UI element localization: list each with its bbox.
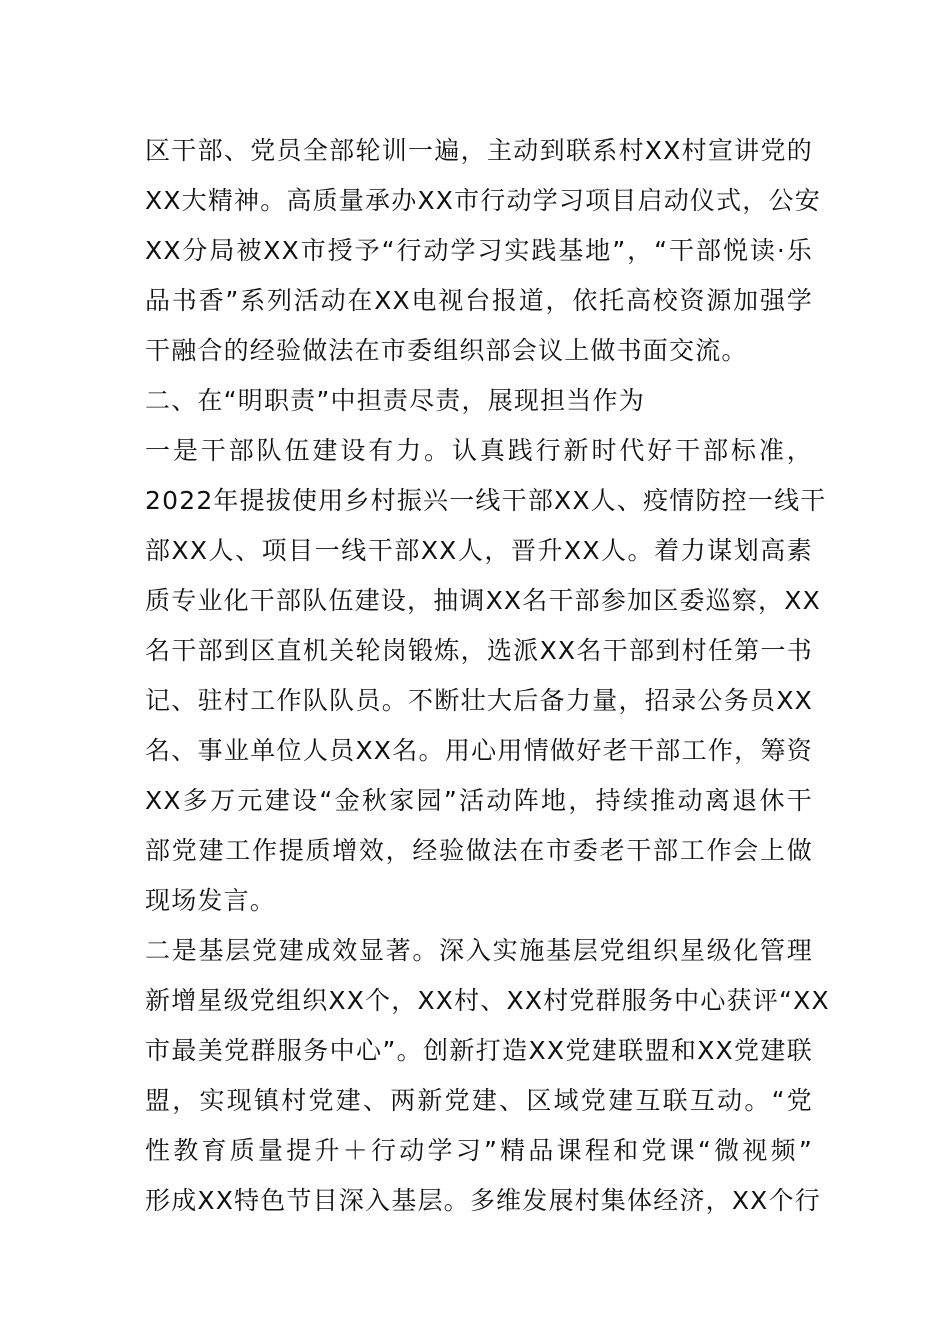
text-line: 性教育质量提升＋行动学习”精品课程和党课“微视频” (145, 1136, 813, 1165)
text-line: XX分局被XX市授予“行动学习实践基地”，“干部悦读·乐 (145, 236, 813, 265)
text-line: 部党建工作提质增效，经验做法在市委老干部工作会上做 (145, 836, 813, 865)
body-text (145, 126, 835, 1226)
text-line: 现场发言。 (145, 886, 277, 915)
text-line: 质专业化干部队伍建设，抽调XX名干部参加区委巡察，XX (145, 586, 821, 615)
section-heading: 二、在“明职责”中担责尽责，展现担当作为 (145, 386, 645, 415)
text-line: 区干部、党员全部轮训一遍，主动到联系村XX村宣讲党的 (145, 136, 813, 165)
text-line: 市最美党群服务中心”。创新打造XX党建联盟和XX党建联 (145, 1036, 813, 1065)
text-line: 记、驻村工作队队员。不断壮大后备力量，招录公务员XX (145, 686, 813, 715)
text-line: 部XX人、项目一线干部XX人，晋升XX人。着力谋划高素 (145, 536, 813, 565)
text-line: 盟，实现镇村党建、两新党建、区域党建互联互动。“党 (145, 1086, 813, 1115)
text-line: 品书香”系列活动在XX电视台报道，依托高校资源加强学 (145, 286, 813, 315)
text-line: 新增星级党组织XX个，XX村、XX村党群服务中心获评“XX (145, 986, 830, 1015)
text-line: 名、事业单位人员XX名。用心用情做好老干部工作，筹资 (145, 736, 813, 765)
text-line: 干融合的经验做法在市委组织部会议上做书面交流。 (145, 336, 748, 365)
text-line: 名干部到区直机关轮岗锻炼，选派XX名干部到村任第一书 (145, 636, 813, 665)
text-line: 一是干部队伍建设有力。认真践行新时代好干部标准， (145, 436, 813, 465)
text-line: 二是基层党建成效显著。深入实施基层党组织星级化管理 (145, 936, 813, 965)
text-line: XX大精神。高质量承办XX市行动学习项目启动仪式，公安 (145, 186, 821, 215)
text-line: 2022年提拔使用乡村振兴一线干部XX人、疫情防控一线干 (145, 486, 827, 515)
text-line: XX多万元建设“金秋家园”活动阵地，持续推动离退休干 (145, 786, 813, 815)
text-line: 形成XX特色节目深入基层。多维发展村集体经济，XX个行 (145, 1186, 821, 1215)
